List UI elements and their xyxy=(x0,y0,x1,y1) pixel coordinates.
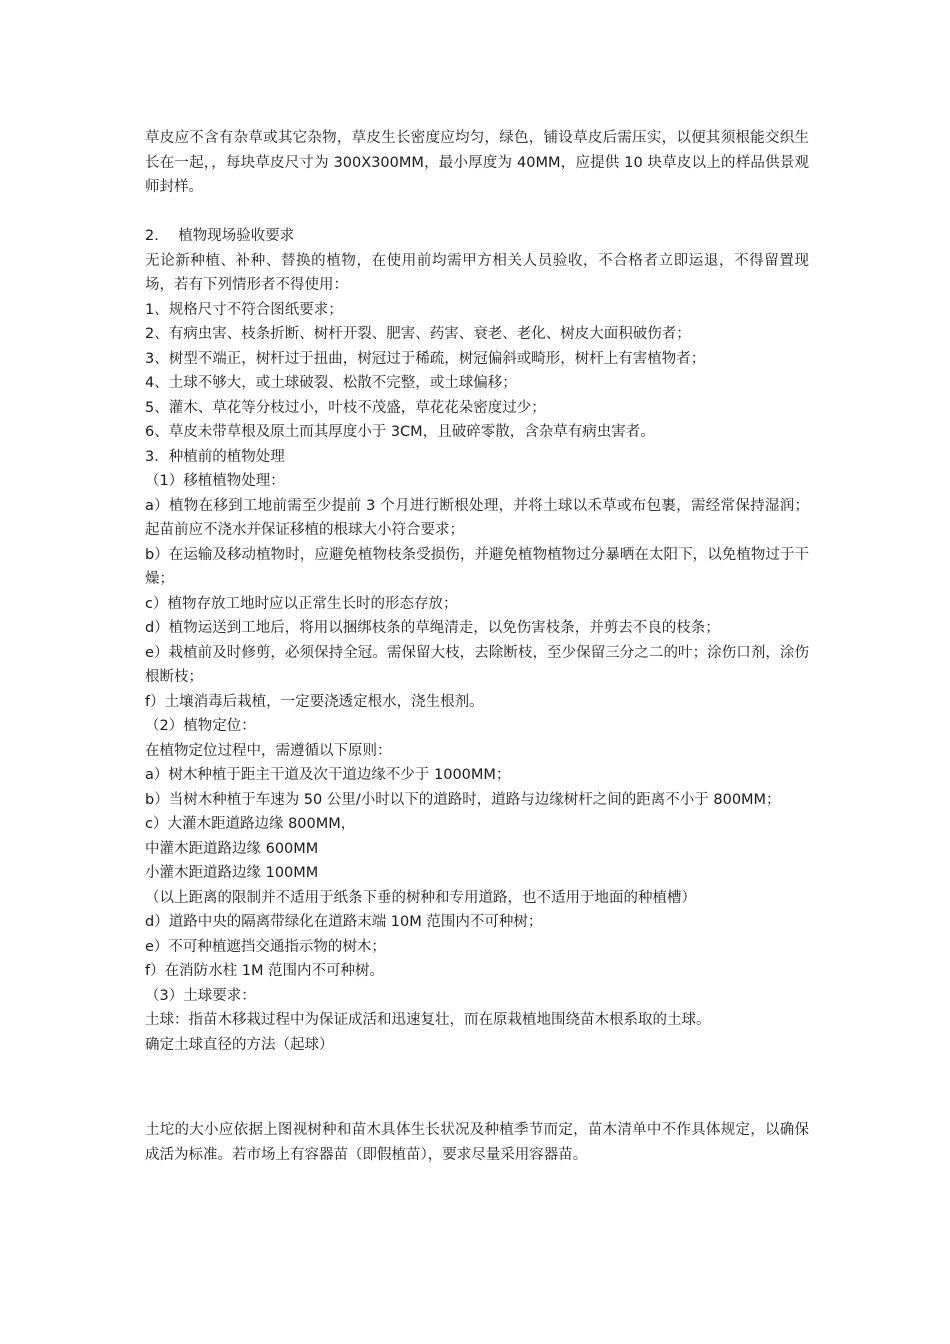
subsection-2-heading: （2）植物定位： xyxy=(145,718,256,734)
list-item: a）树木种植于距主干道及次干道边缘不少于 1000MM； xyxy=(145,767,511,783)
document-body xyxy=(145,126,809,1167)
list-item: c）大灌木距道路边缘 800MM， xyxy=(145,816,356,832)
section-2-intro: 无论新种植、补种、替换的植物，在使用前均需甲方相关人员验收，不合格者立即运退，不得留置现场，若有下列情形者不得使用： xyxy=(145,252,809,293)
closing-paragraph: 土坨的大小应依据上图视树种和苗木具体生长状况及种植季节而定，苗木清单中不作具体规定，以确保成活为标准。若市场上有容器苗（即假植苗），要求尽量采用容器苗。 xyxy=(145,1122,809,1163)
list-item: （以上距离的限制并不适用于纸条下垂的树种和专用道路，也不适用于地面的种植槽） xyxy=(145,889,696,906)
section-2-heading xyxy=(145,224,809,249)
section-3-heading: 3．种植前的植物处理 xyxy=(145,448,285,465)
list-item: e）栽植前及时修剪，必须保持全冠。需保留大枝，去除断枝，至少保留三分之二的叶；涂伤口剂，涂伤根断枝； xyxy=(145,644,809,685)
list-item: 3、树型不端正，树杆过于扭曲，树冠过于稀疏，树冠偏斜或畸形，树杆上有害植物者； xyxy=(145,350,706,367)
list-item: f）在消防水柱 1M 范围内不可种树。 xyxy=(145,963,385,979)
soil-ball-definition: 土球：指苗木移栽过程中为保证成活和迅速复壮，而在原栽植地围绕苗木根系取的土球。 xyxy=(145,1012,711,1028)
subsection-3-heading: （3）土球要求： xyxy=(145,987,256,1004)
list-item: d）植物运送到工地后，将用以捆绑枝条的草绳清走，以免伤害枝条，并剪去不良的枝条； xyxy=(145,620,720,636)
subsection-1-heading: （1）移植植物处理： xyxy=(145,473,285,489)
list-item: c）植物存放工地时应以正常生长时的形态存放； xyxy=(145,595,458,612)
list-item: f）土壤消毒后栽植，一定要浇透定根水，浇生根剂。 xyxy=(145,693,484,710)
list-item: 6、草皮未带草根及原土而其厚度小于 3CM，且破碎零散，含杂草有病虫害者。 xyxy=(145,424,655,440)
subsection-2-intro: 在植物定位过程中，需遵循以下原则： xyxy=(145,742,392,759)
list-item: 小灌木距道路边缘 100MM xyxy=(145,865,319,881)
soil-ball-method: 确定土球直径的方法（起球） xyxy=(145,1036,334,1053)
list-item: 5、灌木、草花等分枝过小，叶枝不茂盛，草花花朵密度过少； xyxy=(145,399,546,416)
list-item: a）植物在移到工地前需至少提前 3 个月进行断根处理，并将土球以禾草或布包裹，需经常保持湿润；起苗前应不浇水并保证移植的根球大小符合要求； xyxy=(145,497,809,538)
list-item: 2、有病虫害、枝条折断、树杆开裂、肥害、药害、衰老、老化、树皮大面积破伤者； xyxy=(145,326,691,342)
list-item: b）当树木种植于车速为 50 公里/小时以下的道路时，道路与边缘树杆之间的距离不小于 800MM； xyxy=(145,791,781,808)
blank-area xyxy=(145,1057,809,1118)
list-item: e）不可种植遮挡交通指示物的树木； xyxy=(145,938,386,955)
list-item: d）道路中央的隔离带绿化在道路末端 10M 范围内不可种树； xyxy=(145,914,543,930)
section-2-title: 植物现场验收要求 xyxy=(178,228,295,244)
list-item: 1、规格尺寸不符合图纸要求； xyxy=(145,301,343,318)
intro-paragraph: 草皮应不含有杂草或其它杂物，草皮生长密度应均匀，绿色，铺设草皮后需压实，以便其须根能交织生长在一起，，每块草皮尺寸为 300X300MM，最小厚度为 40MM，应提供 10 块草皮以上的样品供景观师封样。 xyxy=(145,130,809,195)
list-item: b）在运输及移动植物时，应避免植物枝条受损伤，并避免植物植物过分暴晒在太阳下，以免植物过于干燥； xyxy=(145,546,809,587)
blank-line xyxy=(145,200,809,225)
section-2-number: 2. xyxy=(145,228,159,244)
list-item: 中灌木距道路边缘 600MM xyxy=(145,840,319,857)
list-item: 4、土球不够大，或土球破裂、松散不完整，或土球偏移； xyxy=(145,375,517,391)
